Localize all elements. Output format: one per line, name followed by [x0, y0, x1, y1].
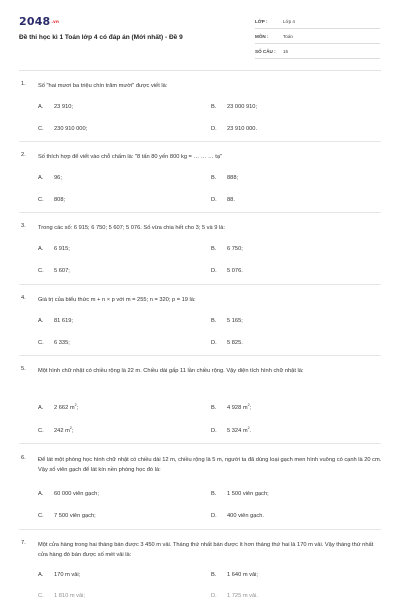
meta-class-row [255, 14, 380, 29]
question-text: Giá trị của biểu thức m + n × p với m = 255; n = 320; p = 19 là: [38, 297, 196, 303]
option-letter: C. [38, 593, 44, 599]
option-c[interactable] [38, 340, 70, 346]
meta-count-row [255, 44, 380, 59]
option-text: 2 662 m [54, 405, 75, 411]
option-letter: C. [38, 340, 44, 346]
site-logo[interactable] [19, 15, 59, 28]
option-b[interactable] [211, 491, 269, 497]
option-b[interactable] [211, 318, 243, 324]
header-divider [19, 70, 381, 71]
option-punct: ; [76, 405, 79, 411]
document-header [0, 0, 400, 70]
option-letter: D. [211, 513, 217, 519]
question-divider [19, 284, 381, 285]
meta-subject-label: MÔN : [255, 34, 269, 39]
option-text: 4 928 m [227, 405, 248, 411]
option-text: 7 500 viên gạch; [54, 513, 96, 519]
option-c[interactable] [38, 268, 70, 274]
option-d[interactable] [211, 197, 235, 203]
meta-subject-value: Toán [283, 34, 293, 39]
option-text: 96; [54, 175, 62, 181]
option-text: 1 640 m vải; [227, 572, 258, 578]
option-b[interactable] [211, 175, 238, 181]
logo-text: 2048 [19, 15, 51, 28]
option-d[interactable] [211, 513, 264, 519]
option-text: 242 m [54, 428, 70, 434]
option-text: 60 000 viên gạch; [54, 491, 99, 497]
option-letter: D. [211, 268, 217, 274]
option-letter: D. [211, 340, 217, 346]
option-letter: C. [38, 513, 44, 519]
option-letter: B. [211, 104, 217, 110]
option-text: 5 825. [227, 340, 243, 346]
option-d[interactable] [211, 340, 243, 346]
question-divider [19, 355, 381, 356]
meta-subject-row [255, 29, 380, 44]
option-letter: A. [38, 405, 44, 411]
logo-suffix: .vn [51, 19, 59, 24]
option-b[interactable] [211, 246, 243, 252]
option-letter: A. [38, 104, 44, 110]
exam-meta [255, 14, 380, 59]
option-letter: C. [38, 428, 44, 434]
option-letter: B. [211, 246, 217, 252]
meta-count-label: SỐ CÂU : [255, 49, 276, 54]
option-text: 1 725 m vải. [227, 593, 258, 599]
option-text: 5 076. [227, 268, 243, 274]
option-b[interactable] [211, 403, 251, 411]
question-divider [19, 529, 381, 530]
option-d[interactable] [211, 426, 251, 434]
option-a[interactable] [38, 318, 73, 324]
option-letter: A. [38, 491, 44, 497]
superscript: 2 [74, 403, 77, 407]
option-b[interactable] [211, 104, 257, 110]
option-text: 5 165; [227, 318, 243, 324]
option-a[interactable] [38, 572, 80, 578]
option-text: 1 810 m vải; [54, 593, 85, 599]
option-c[interactable] [38, 426, 73, 434]
option-text: 888; [227, 175, 239, 181]
page-title: Đề thi học kì 1 Toán lớp 4 có đáp án (Mới nhất) - Đề 9 [19, 34, 183, 41]
option-text: 6 750; [227, 246, 243, 252]
option-text: 6 915; [54, 246, 70, 252]
option-c[interactable] [38, 593, 85, 599]
option-b[interactable] [211, 572, 258, 578]
question-text: Trong các số: 6 915; 6 750; 5 607; 5 076. Số vừa chia hết cho 3; 5 và 9 là: [38, 225, 225, 231]
superscript: 2 [69, 426, 72, 430]
option-letter: D. [211, 126, 217, 132]
option-text: 81 619; [54, 318, 73, 324]
option-a[interactable] [38, 246, 70, 252]
option-punct: . [249, 428, 252, 434]
option-text: 230 910 000; [54, 126, 88, 132]
option-c[interactable] [38, 126, 87, 132]
option-a[interactable] [38, 491, 99, 497]
option-letter: D. [211, 428, 217, 434]
option-text: 6 335; [54, 340, 70, 346]
option-letter: A. [38, 246, 44, 252]
option-text: 5 324 m [227, 428, 248, 434]
option-c[interactable] [38, 197, 65, 203]
meta-count-value: 15 [283, 49, 289, 54]
option-d[interactable] [211, 268, 243, 274]
option-letter: C. [38, 197, 44, 203]
option-text: 23 910; [54, 104, 73, 110]
question-text: Số thích hợp để viết vào chỗ chấm là: "8 tấn 80 yến 800 kg = … … … tạ" [38, 154, 223, 160]
question-text: Số "hai mươi ba triệu chín trăm mười" được viết là: [38, 83, 168, 89]
question-text: Để lát một phòng học hình chữ nhật có chiều dài 12 m, chiều rộng là 5 m, người ta đã dùng loại gạch men hình vuông có cạnh là 20 cm. Vậy số viên gạch để lát kín nền phòng học đó là: [38, 457, 382, 473]
option-letter: A. [38, 175, 44, 181]
option-letter: B. [211, 405, 217, 411]
option-a[interactable] [38, 175, 62, 181]
question-number: 1. [21, 81, 26, 87]
option-d[interactable] [211, 593, 258, 599]
option-letter: C. [38, 268, 44, 274]
option-letter: A. [38, 572, 44, 578]
option-letter: B. [211, 175, 217, 181]
question-number: 6. [21, 455, 26, 461]
option-text: 808; [54, 197, 66, 203]
superscript: 2 [247, 426, 250, 430]
option-letter: B. [211, 491, 217, 497]
option-text: 23 910 000. [227, 126, 258, 132]
option-letter: B. [211, 318, 217, 324]
option-text: 23 000 910; [227, 104, 258, 110]
question-divider [19, 212, 381, 213]
question-text: Một hình chữ nhật có chiều rộng là 22 m. Chiều dài gấp 11 lần chiều rộng. Vậy diện tích hình chữ nhật là: [38, 368, 304, 374]
question-number: 5. [21, 366, 26, 372]
question-number: 7. [21, 540, 26, 546]
question-text: Một cửa hàng trong hai tháng bán được 3 450 m vải. Tháng thứ nhất bán được ít hơn tháng thứ hai là 170 m vải. Vậy tháng thứ nhất cửa hàng đó bán được số mét vải là: [38, 542, 374, 558]
question-number: 2. [21, 152, 26, 158]
option-a[interactable] [38, 403, 78, 411]
option-text: 88. [227, 197, 235, 203]
option-d[interactable] [211, 126, 257, 132]
option-letter: A. [38, 318, 44, 324]
option-letter: B. [211, 572, 217, 578]
superscript: 2 [247, 403, 250, 407]
option-text: 5 607; [54, 268, 70, 274]
option-punct: ; [71, 428, 74, 434]
meta-class-label: LỚP : [255, 19, 268, 24]
question-number: 4. [21, 295, 26, 301]
question-divider [19, 443, 381, 444]
option-c[interactable] [38, 513, 96, 519]
meta-class-value: Lớp 4 [283, 19, 295, 24]
option-text: 170 m vải; [54, 572, 81, 578]
option-text: 1 500 viên gạch; [227, 491, 269, 497]
option-letter: D. [211, 197, 217, 203]
question-divider [19, 141, 381, 142]
option-punct: ; [249, 405, 252, 411]
option-a[interactable] [38, 104, 73, 110]
option-letter: C. [38, 126, 44, 132]
option-letter: D. [211, 593, 217, 599]
option-text: 400 viên gạch. [227, 513, 264, 519]
question-number: 3. [21, 223, 26, 229]
